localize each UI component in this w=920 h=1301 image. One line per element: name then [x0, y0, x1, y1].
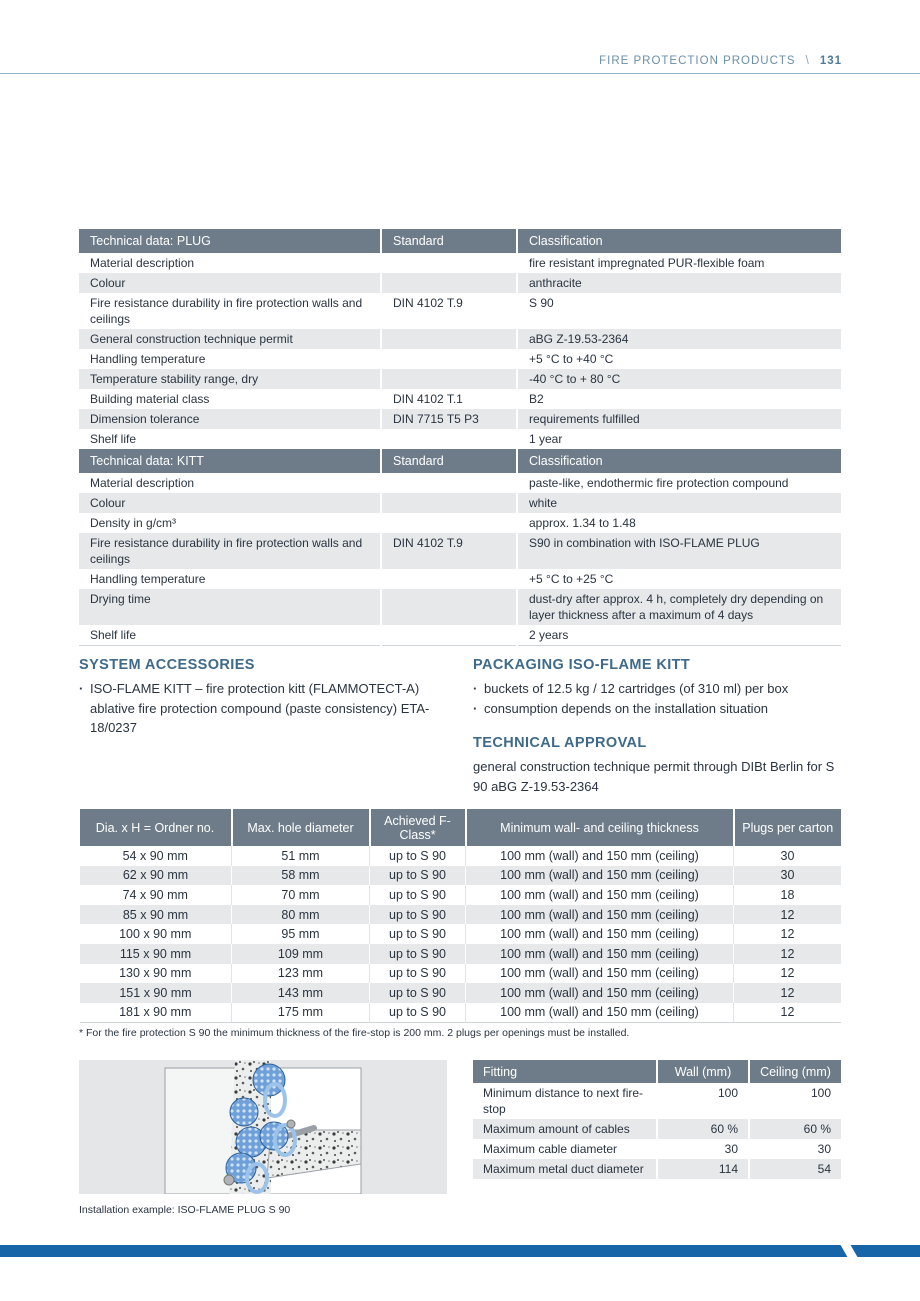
table-cell: 51 mm [232, 846, 370, 866]
section-title: FIRE PROTECTION PRODUCTS [599, 55, 796, 67]
table-cell: Maximum amount of cables [473, 1119, 657, 1139]
table-cell: 30 [734, 846, 842, 866]
table-row [79, 329, 841, 349]
table-cell: +5 °C to +40 °C [517, 349, 841, 369]
table-cell: Density in g/cm³ [90, 516, 177, 530]
table-row [473, 1139, 841, 1159]
table-cell [381, 589, 517, 625]
table-cell: Colour [79, 493, 381, 513]
kitt-header-cell: Technical data: KITT [79, 449, 381, 473]
table-cell: 12 [734, 964, 842, 984]
table-cell: 100 mm (wall) and 150 mm (ceiling) [466, 846, 734, 866]
installation-illustration [79, 1060, 447, 1194]
table-cell: 100 [749, 1083, 841, 1119]
list-item: · buckets of 12.5 kg / 12 cartridges (of 310 ml) per box [473, 679, 841, 699]
figure-caption: Installation example: ISO-FLAME PLUG S 90 [79, 1204, 291, 1216]
table-cell: Material description [90, 476, 195, 490]
table-cell: 100 mm (wall) and 150 mm (ceiling) [466, 866, 734, 886]
table-row [79, 625, 841, 646]
header-rule [0, 73, 920, 74]
table-cell: 62 x 90 mm [80, 866, 232, 886]
table-cell: 100 mm (wall) and 150 mm (ceiling) [466, 924, 734, 944]
table-cell [381, 429, 517, 449]
kitt-header-cell: Standard [381, 449, 517, 473]
table-cell: dust-dry after approx. 4 h, completely dry depending on layer thickness after a maximum of 4 days [517, 589, 841, 625]
kitt-header-row [79, 449, 841, 473]
system-accessories-heading: SYSTEM ACCESSORIES [79, 657, 255, 673]
table-row [79, 493, 841, 513]
column-header: Achieved F-Class* [370, 809, 466, 846]
table-cell: aBG Z-19.53-2364 [517, 329, 841, 349]
table-row [79, 273, 841, 293]
table-row [79, 409, 841, 429]
table-cell: Maximum cable diameter [483, 1142, 618, 1156]
table-row [80, 1003, 842, 1023]
table-cell: S 90 [517, 293, 841, 329]
plug-header-cell: Technical data: PLUG [79, 229, 381, 253]
table-cell: 175 mm [232, 1003, 370, 1023]
table-cell: 100 mm (wall) and 150 mm (ceiling) [466, 944, 734, 964]
table-cell: 60 % [749, 1119, 841, 1139]
table-cell: Shelf life [90, 432, 137, 446]
table-cell: white [517, 493, 841, 513]
table-cell: DIN 4102 T.1 [381, 389, 517, 409]
column-header: Ceiling (mm) [749, 1060, 841, 1083]
column-header: Minimum wall- and ceiling thickness [466, 809, 734, 846]
table-cell: 100 mm (wall) and 150 mm (ceiling) [466, 983, 734, 1003]
fitting-table [473, 1060, 841, 1179]
table-cell: up to S 90 [370, 866, 466, 886]
technical-approval-text: general construction technique permit through DIBt Berlin for S 90 aBG Z-19.53-2364 [473, 759, 835, 794]
packaging-list [473, 679, 841, 718]
table-row [79, 349, 841, 369]
table-row [80, 944, 842, 964]
table-cell: Dimension tolerance [79, 409, 381, 429]
table-cell [381, 329, 517, 349]
table-row [79, 589, 841, 625]
table-cell: 70 mm [232, 885, 370, 905]
table-cell: 143 mm [232, 983, 370, 1003]
table-cell: 12 [734, 983, 842, 1003]
table-row [80, 846, 842, 866]
table-cell: 181 x 90 mm [80, 1003, 232, 1023]
table-row [79, 293, 841, 329]
table-cell: +5 °C to +25 °C [517, 569, 841, 589]
table-row [79, 369, 841, 389]
table-cell: 100 mm (wall) and 150 mm (ceiling) [466, 905, 734, 925]
table-cell: 2 years [517, 625, 841, 646]
kitt-header-cell: Classification [517, 449, 841, 473]
table-cell: -40 °C to + 80 °C [517, 369, 841, 389]
table-cell: 18 [734, 885, 842, 905]
table-cell: anthracite [517, 273, 841, 293]
table-cell: 1 year [517, 429, 841, 449]
table-cell: Handling temperature [90, 352, 206, 366]
table-row [79, 533, 841, 569]
table-cell: 80 mm [232, 905, 370, 925]
plug-header-cell: Classification [517, 229, 841, 253]
table-cell: Temperature stability range, dry [79, 369, 381, 389]
table-cell: DIN 4102 T.9 [381, 533, 517, 569]
table-cell [381, 473, 517, 493]
table-cell: DIN 4102 T.9 [381, 293, 517, 329]
table-row [79, 473, 841, 493]
table-cell: Maximum metal duct diameter [473, 1159, 657, 1179]
installation-figure [79, 1060, 447, 1194]
table-cell: 151 x 90 mm [80, 983, 232, 1003]
table-cell: Shelf life [79, 625, 381, 646]
table-cell: up to S 90 [370, 983, 466, 1003]
table-cell: paste-like, endothermic fire protection compound [517, 473, 841, 493]
table-cell: 12 [734, 924, 842, 944]
table-cell: 100 mm (wall) and 150 mm (ceiling) [466, 964, 734, 984]
table-cell [381, 273, 517, 293]
table-cell: 123 mm [232, 964, 370, 984]
footer-bar [0, 1245, 920, 1257]
table-cell: Material description [90, 256, 195, 270]
table-cell [381, 493, 517, 513]
table-row [79, 569, 841, 589]
table-cell: 100 x 90 mm [119, 927, 192, 942]
table-row [473, 1159, 841, 1179]
table-cell [381, 369, 517, 389]
table-cell: 115 x 90 mm [80, 944, 232, 964]
table-cell: 100 mm (wall) and 150 mm (ceiling) [466, 885, 734, 905]
fitting-header-row [473, 1060, 841, 1083]
table-cell: Fire resistance durability in fire protection walls and ceilings [79, 533, 381, 569]
table-cell [381, 253, 517, 273]
table-row [80, 983, 842, 1003]
table-cell: up to S 90 [370, 924, 466, 944]
table-cell: up to S 90 [370, 944, 466, 964]
table-cell: 74 x 90 mm [122, 887, 188, 902]
technical-approval-heading: TECHNICAL APPROVAL [473, 735, 647, 751]
dimensions-table [79, 809, 841, 1023]
table-row [80, 964, 842, 984]
dimensions-header-row [80, 809, 842, 846]
table-cell: fire resistant impregnated PUR-flexible foam [517, 253, 841, 273]
table-cell: S90 in combination with ISO-FLAME PLUG [517, 533, 841, 569]
table-cell: approx. 1.34 to 1.48 [517, 513, 841, 533]
table-cell: up to S 90 [370, 885, 466, 905]
plug-header-cell: Standard [381, 229, 517, 253]
header-separator: \ [805, 55, 810, 67]
table-cell: Colour [79, 273, 381, 293]
table-cell: 54 x 90 mm [122, 848, 188, 863]
table-cell [381, 349, 517, 369]
page-number: 131 [819, 55, 842, 67]
table-cell: Minimum distance to next fire-stop [483, 1086, 644, 1116]
table-cell: 12 [734, 905, 842, 925]
table-row [473, 1083, 841, 1119]
table-cell: Building material class [90, 392, 210, 406]
footnote: * For the fire protection S 90 the minimum thickness of the fire-stop is 200 mm. 2 plugs per openings must be installed. [79, 1027, 630, 1039]
table-cell: Handling temperature [90, 572, 206, 586]
table-cell: 85 x 90 mm [80, 905, 232, 925]
column-header: Max. hole diameter [232, 809, 370, 846]
table-cell [381, 625, 517, 646]
table-cell: 12 [734, 1003, 842, 1023]
table-cell: General construction technique permit [79, 329, 381, 349]
table-cell: B2 [517, 389, 841, 409]
table-row [79, 513, 841, 533]
column-header: Dia. x H = Ordner no. [80, 809, 232, 846]
table-cell: 30 [657, 1139, 749, 1159]
table-row [79, 429, 841, 449]
plug-header-row [79, 229, 841, 253]
list-item: · ISO-FLAME KITT – fire protection kitt (FLAMMOTECT-A) ablative fire protection compound (paste consistency) ETA-18/0237 [79, 679, 439, 738]
list-item: · consumption depends on the installation situation [473, 699, 841, 719]
table-cell: 114 [657, 1159, 749, 1179]
table-cell: 60 % [657, 1119, 749, 1139]
table-row [79, 253, 841, 273]
system-accessories-list [79, 679, 439, 738]
table-cell: Drying time [79, 589, 381, 625]
table-cell: 100 mm (wall) and 150 mm (ceiling) [466, 1003, 734, 1023]
table-cell: 54 [749, 1159, 841, 1179]
table-cell: 100 [657, 1083, 749, 1119]
column-header: Fitting [473, 1060, 657, 1083]
table-cell: up to S 90 [370, 846, 466, 866]
table-cell [381, 569, 517, 589]
table-cell: Fire resistance durability in fire protection walls and ceilings [90, 296, 363, 326]
table-cell: 58 mm [232, 866, 370, 886]
running-head [599, 55, 842, 67]
table-row [80, 905, 842, 925]
table-row [80, 924, 842, 944]
table-cell: 130 x 90 mm [119, 966, 192, 981]
table-cell: 12 [734, 944, 842, 964]
technical-data-table [79, 229, 841, 646]
table-cell: 95 mm [232, 924, 370, 944]
table-cell: requirements fulfilled [517, 409, 841, 429]
table-row [80, 866, 842, 886]
table-cell: 30 [749, 1139, 841, 1159]
column-header: Plugs per carton [734, 809, 842, 846]
packaging-heading: PACKAGING ISO-FLAME KITT [473, 657, 691, 673]
table-row [473, 1119, 841, 1139]
table-cell: 30 [734, 866, 842, 886]
table-cell: up to S 90 [370, 1003, 466, 1023]
table-row [79, 389, 841, 409]
table-cell: up to S 90 [370, 964, 466, 984]
table-cell: 109 mm [232, 944, 370, 964]
table-cell: DIN 7715 T5 P3 [381, 409, 517, 429]
table-row [80, 885, 842, 905]
table-cell [381, 513, 517, 533]
table-cell: up to S 90 [370, 905, 466, 925]
column-header: Wall (mm) [657, 1060, 749, 1083]
